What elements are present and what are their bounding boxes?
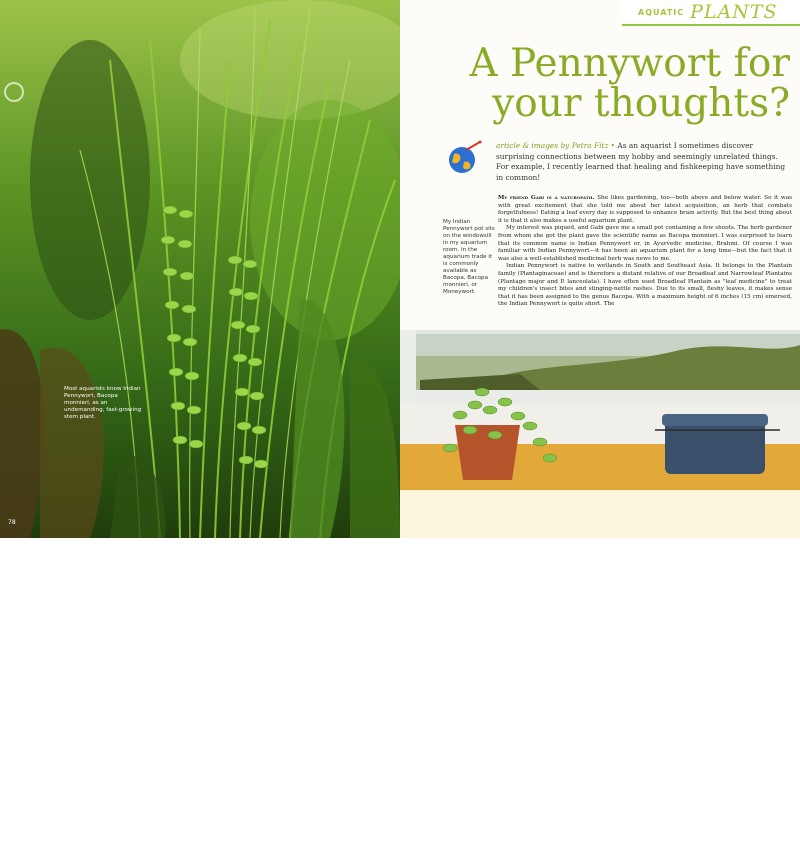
section-tag-plants: PLANTS: [690, 1, 778, 23]
aquarium-plants-illustration: [0, 0, 400, 538]
deck-text: As an aquarist I sometimes discover surprising connections between my hobby and seemingly unrelated things. For example, I recently learned that healing and fishkeeping have something in common!: [496, 141, 786, 182]
headline-line-1: A Pennywort for: [469, 41, 790, 86]
globe-icon: [446, 140, 482, 176]
lead-in: My friend Gabi is a naturopath.: [498, 195, 595, 201]
byline: article & images by Petra Fitz •: [496, 141, 616, 150]
section-tag: [622, 0, 800, 26]
right-page: [400, 0, 800, 856]
body-paragraph-3: Indian Pennywort is native to wetlands in South and Southeast Asia. It belongs to the Plantain family (Plantaginaceae) and is therefore a distant relative of our Broadleaf and Narrowleaf Plantains (Plantago major and P. lanceolata). I have often used Broadleaf Plantain as "leaf medicine" to treat my children's insect bites and stinging-nettle rashes. Due to its small, fleshy leaves, it makes sense that it has been assigned to the genus Bacopa. With a maximum height of 6 inches (15 cm) emersed, the Indian Pennywort is quite short. The: [498, 263, 792, 308]
article-headline: [430, 41, 790, 126]
section-tag-aquatic: AQUATIC: [638, 7, 685, 17]
article-deck: [496, 141, 792, 183]
page-number-left: 78: [8, 519, 16, 526]
windowsill-photo: [400, 330, 800, 856]
windowsill-illustration: [400, 330, 800, 538]
headline-line-2: your thoughts?: [492, 81, 790, 126]
left-page-aquarium-photo: [0, 0, 400, 538]
body-paragraph-1: My friend Gabi is a naturopath. She likes gardening, too—both above and below water. So it was with great excitement that she told me about her latest acquisition, an herb that combats forgetfulness! Eating a leaf every day is supposed to enhance brain activity. But the best thing about it is that it also makes a useful aquarium plant.: [498, 195, 792, 224]
photo-caption-right: My Indian Pennywort pot sits on the windowsill in my aquarium room. In the aquarium trade it is commonly available as Bacopa, Bacopa monnieri, or Moneywort.: [443, 219, 495, 295]
article-body: [498, 195, 792, 309]
page-number-right: 79: [780, 849, 788, 856]
body-paragraph-2: My interest was piqued, and Gabi gave me a small pot containing a few shoots. The herb gardener from whom she got the plant gave the scientific name as Bacopa monnieri. I was surprised to learn that its common name is Indian Pennywort or, in Ayurvedic medicine, Brahmi. Of course I was familiar with Indian Pennywort—it has been an aquarium plant for a long time—but the fact that it was also a well-established medicinal herb was news to me.: [498, 225, 792, 262]
photo-caption-left: Most aquarists know Indian Pennywort, Bacopa monnieri, as an undemanding, fast-growing stem plant.: [64, 386, 142, 420]
